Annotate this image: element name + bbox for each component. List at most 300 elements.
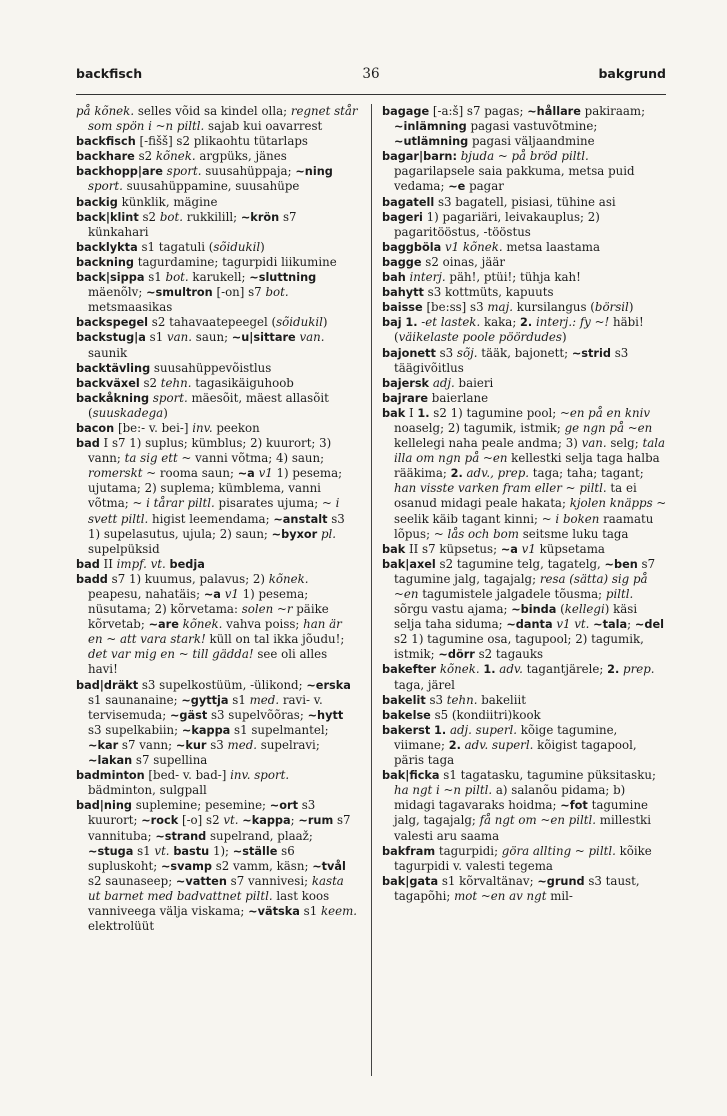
definition-text: II s7 küpsetus; <box>405 541 501 556</box>
headword: bad|dräkt <box>76 678 139 692</box>
right-column <box>382 104 667 904</box>
headword: ~kar <box>88 738 119 752</box>
italic-text: v1 <box>521 541 536 556</box>
headword: bajrare <box>382 391 429 405</box>
headword: ~u|sittare <box>231 331 296 345</box>
definition-text: [-fišš] s2 plikaohtu tütarlaps <box>135 134 308 149</box>
definition-text: ta ei osanud midagi peale hakata; <box>394 481 637 511</box>
headword: backtävling <box>76 361 151 375</box>
definition-text: kaka; <box>480 315 521 330</box>
headword: ~are <box>148 618 179 632</box>
headword: ~del <box>634 618 664 632</box>
definition-text: saun; <box>192 330 232 345</box>
headword: ~dörr <box>438 648 475 662</box>
definition-text: peekon <box>212 420 260 435</box>
italic-text: romerskt ~ <box>88 466 157 481</box>
definition-text: künklik, mägine <box>117 194 218 209</box>
headword: ~vatten <box>175 874 227 888</box>
headword: backning <box>76 255 134 269</box>
dictionary-entry <box>76 270 358 315</box>
definition-text: s3 kottmüts, kapuuts <box>423 285 554 300</box>
definition-text: küpsetama <box>535 541 605 556</box>
definition-text: I s7 1) suplus; kümblus; 2) kuurort; 3) vann; <box>88 436 332 466</box>
headword: 1. <box>417 406 430 420</box>
italic-text: börsil <box>594 300 629 315</box>
headword: ~tala <box>593 618 628 632</box>
headword: 1. <box>483 663 496 677</box>
italic-text: adv. <box>499 662 523 677</box>
definition-text: sajab kui oavarrest <box>204 119 323 134</box>
page-header <box>76 66 666 86</box>
italic-text: et lastek. <box>425 315 481 330</box>
headword: bagar|barn: <box>382 150 457 164</box>
definition-text: s7 vannituba; <box>88 813 351 843</box>
definition-text: pagarilapsele saia pakkuma, metsa puid vedama; <box>394 164 635 194</box>
definition-text: tääk, bajonett; <box>477 345 572 360</box>
headword: backlykta <box>76 240 138 254</box>
definition-text: suusahüppamine, suusahüpe <box>122 179 300 194</box>
headword: badd <box>76 572 108 586</box>
headword: ~binda <box>511 603 557 617</box>
definition-text: baierlane <box>428 390 489 405</box>
headword: backstug|a <box>76 331 146 345</box>
dictionary-entry <box>382 391 667 406</box>
italic-text: sõidukil <box>276 315 323 330</box>
italic-text: kõnek. <box>182 617 223 632</box>
italic-text: solen ~r <box>241 602 293 617</box>
definition-text: kõike tagurpidi v. valesti tegema <box>394 843 652 873</box>
headword: ~grund <box>537 874 585 888</box>
definition-text: [be:- v. bei-] <box>114 420 193 435</box>
headword: 2. <box>607 663 620 677</box>
dictionary-entry <box>382 693 667 708</box>
definition-text: last koos vanniveega välja viskama; <box>88 888 330 918</box>
definition-text: kellestki selja taga halba rääkima; <box>394 451 660 481</box>
definition-text: 1) pagariäri, leivakauplus; 2) pagaritööstus, -tööstus <box>394 209 600 239</box>
italic-text: kasta ut barnet med badvattnet piltl. <box>88 873 344 903</box>
definition-text: s3 kuurort; <box>88 798 316 828</box>
headword: backspegel <box>76 316 149 330</box>
italic-text: göra allting ~ piltl. <box>501 843 616 858</box>
headword: bak <box>382 406 406 420</box>
definition-text: [-a:š] s7 pagas; <box>429 104 528 118</box>
dictionary-entry <box>382 255 667 270</box>
headword: ~ställe <box>232 844 278 858</box>
definition-text: s2 <box>138 209 160 224</box>
definition-text: taga, järel <box>394 677 455 692</box>
italic-text: ta sig ett ~ <box>124 451 192 466</box>
page-number: 36 <box>362 66 380 82</box>
definition-text: pagasi väljaandmine <box>468 134 595 149</box>
definition-text: argpüks, jänes <box>195 149 287 164</box>
definition-text: pagasi vastuvõtmine; <box>466 119 598 134</box>
dictionary-entry <box>76 557 358 572</box>
headword: baggböla <box>382 240 442 254</box>
headword: bacon <box>76 421 115 435</box>
headword: ~fot <box>560 799 588 813</box>
definition-text: ravi- v. tervisemuda; <box>88 692 323 722</box>
definition-text: suusahüppevõistlus <box>150 360 272 375</box>
dictionary-entry <box>76 195 358 210</box>
definition-text: s2 oinas, jäär <box>421 254 506 269</box>
dictionary-entry <box>382 662 667 692</box>
definition-text: bädminton, sulgpall <box>88 783 207 798</box>
italic-text: v1 vt. <box>556 617 590 632</box>
dictionary-entry <box>76 164 358 194</box>
italic-text: ~ lås och bom <box>433 526 519 541</box>
definition-text: s3 <box>435 345 457 360</box>
italic-text: tehn. <box>446 692 478 707</box>
headword: bajonett <box>382 346 436 360</box>
headword: backhopp|are <box>76 165 163 179</box>
dictionary-entry <box>76 768 358 798</box>
definition-text: [-o] s2 <box>178 813 224 828</box>
definition-text: a) salanõu pidama; b) midagi tagavaraks hoidma; <box>394 783 626 813</box>
definition-text: sõrgu vastu ajama; <box>394 602 512 617</box>
definition-text: s1 kõrvaltänav; <box>438 873 538 888</box>
definition-text: s1 saunanaine; <box>88 692 182 707</box>
headword: ~sluttning <box>249 271 317 285</box>
dictionary-entry <box>382 542 667 557</box>
definition-text: 1) pesema; ujutama; 2) suplema; kümblema, vanni võtma; <box>88 466 343 511</box>
definition-text: s7 supellina <box>132 753 208 768</box>
definition-text: mil- <box>546 888 573 903</box>
definition-text: s3 supelkostüüm, -ülikond; <box>138 677 307 692</box>
headword: 1. <box>405 316 418 330</box>
italic-text: inv. sport. <box>230 768 290 783</box>
definition-text: s3 supelvõõras; <box>207 707 308 722</box>
italic-text: få ngt om ~en piltl. <box>479 813 597 828</box>
headword: ~smultron <box>146 286 213 300</box>
headword: ~rum <box>298 814 334 828</box>
dictionary-entry <box>382 874 667 904</box>
definition-text: tagurpidi; <box>435 843 502 858</box>
definition-text: s1 <box>144 270 166 285</box>
headword: 1. <box>434 723 447 737</box>
headword: ~utlämning <box>394 135 469 149</box>
italic-text: pl. <box>320 526 337 541</box>
definition-text: tagurdamine; tagurpidi liikumine <box>133 254 337 269</box>
definition-text: s3 <box>206 737 228 752</box>
definition-text: karukell; <box>188 270 250 285</box>
dictionary-entry <box>382 346 667 376</box>
dictionary-entry <box>382 315 667 345</box>
definition-text: suusahüppaja; <box>201 164 296 179</box>
headword: ~a <box>500 542 518 556</box>
definition-text: pakiraam; <box>580 104 646 118</box>
definition-text: s2 tagumine telg, tagatelg, <box>435 556 605 571</box>
definition-text: s7 vannivesi; <box>226 873 312 888</box>
headword: ~kappa <box>242 814 291 828</box>
italic-text: adj. superl. <box>449 722 518 737</box>
left-column <box>76 104 358 934</box>
definition-text: ) käsi selja taha siduma; <box>394 602 638 632</box>
definition-text: elektrolüüt <box>88 919 155 934</box>
definition-text: peapesu, nahatäis; <box>88 587 204 601</box>
italic-text: med. <box>227 737 258 752</box>
headword: ~kur <box>175 738 207 752</box>
italic-text: tala illa om ngn på ~en <box>394 436 666 466</box>
definition-text: selg; <box>606 436 643 451</box>
headword: bah <box>382 271 406 285</box>
headword: ~ning <box>295 165 333 179</box>
definition-text: I <box>405 405 418 420</box>
italic-text: vt. <box>223 813 239 828</box>
definition-text: s2 vamm, käsn; <box>212 858 313 873</box>
definition-text: s7 tagumine jalg, tagajalg; <box>394 556 656 586</box>
italic-text: keem. <box>320 903 358 918</box>
definition-text: seelik käib tagant kinni; <box>394 511 542 526</box>
headword: bakelit <box>382 693 426 707</box>
headword: ~hållare <box>527 105 581 118</box>
definition-text: pagar <box>465 179 504 194</box>
definition-text: millestki valesti aru saama <box>394 813 651 843</box>
definition-text: häbi! ( <box>394 315 644 345</box>
definition-text: ) <box>561 330 567 345</box>
headword: ~gyttja <box>181 693 229 707</box>
headword: bakelse <box>382 708 431 722</box>
dictionary-entry <box>382 104 667 149</box>
italic-text: ha ngt i ~n piltl. <box>394 783 493 798</box>
definition-text: 1) pesema; nüsutama; 2) kõrvetama: <box>88 587 309 617</box>
definition-text: supelpüksid <box>88 541 160 556</box>
italic-text: sport. <box>152 390 188 405</box>
definition-text: rooma saun; <box>156 466 238 481</box>
definition-text: [bed- v. bad-] <box>144 768 231 783</box>
definition-text: [be:ss] s3 <box>422 300 488 315</box>
headword: bagatell <box>382 195 435 209</box>
headword: ~krön <box>240 210 280 224</box>
italic-text: kõnek. <box>155 149 196 164</box>
italic-text: regnet står som spön i ~n piltl. <box>88 104 358 134</box>
italic-text: det var mig en ~ till gädda! <box>88 647 254 662</box>
headword: bakfram <box>382 844 436 858</box>
headword: bahytt <box>382 286 424 300</box>
definition-text: päh!, ptüi!; tühja kah! <box>445 270 581 285</box>
italic-text: med. <box>249 692 280 707</box>
headword: backig <box>76 195 118 209</box>
headword: bajersk <box>382 376 430 390</box>
headword: ~rock <box>141 814 179 828</box>
italic-text: kõnek. <box>268 571 309 586</box>
header-right-guide-word: bakgrund <box>598 66 666 81</box>
definition-text: vahva poiss; <box>222 617 304 632</box>
headword: 2. <box>448 738 461 752</box>
definition-text: s3 <box>425 692 447 707</box>
headword: bagage <box>382 105 430 118</box>
italic-text: bot. <box>165 270 189 285</box>
header-rule <box>76 94 666 95</box>
dictionary-entry <box>382 708 667 723</box>
definition-text: pisarates ujuma; <box>214 496 322 511</box>
headword: ~anstalt <box>273 512 328 526</box>
definition-text: s1 <box>228 692 250 707</box>
italic-text: bjuda ~ på bröd piltl. <box>460 149 589 164</box>
column-divider <box>371 104 372 1076</box>
italic-text: väikelaste poole pöördudes <box>398 330 562 345</box>
italic-text: impf. vt. <box>116 556 166 571</box>
italic-text: han visste varken fram eller ~ piltl. <box>394 481 607 496</box>
italic-text: inv. <box>192 420 213 435</box>
dictionary-entry <box>76 361 358 376</box>
italic-text: v1 kõnek. <box>444 239 503 254</box>
definition-text: s6 supluskoht; <box>88 843 295 873</box>
definition-text: küll on tal ikka jõudu!; <box>205 632 345 647</box>
headword: ~stuga <box>88 844 134 858</box>
definition-text: s7 vann; <box>118 737 176 752</box>
dictionary-entry <box>382 768 667 843</box>
headword: bakerst <box>382 723 431 737</box>
italic-text: ~ i boken <box>541 511 600 526</box>
definition-text: s3 taust, tagapõhi; <box>394 873 640 903</box>
headword: bagge <box>382 255 422 269</box>
definition-text: noaselg; 2) tagumik, istmik; <box>394 420 565 435</box>
headword: ~a <box>203 588 221 601</box>
headword: backväxel <box>76 376 140 390</box>
definition-text: s1 supelmantel; <box>230 722 329 737</box>
headword: bakefter <box>382 663 437 677</box>
headword: bad|ning <box>76 799 132 813</box>
headword: back|sippa <box>76 271 145 285</box>
italic-text: interj.: fy ~! <box>535 315 610 330</box>
headword: ~byxor <box>271 527 318 541</box>
headword: backhare <box>76 150 135 164</box>
definition-text: ) <box>322 315 328 330</box>
definition-text: ( <box>556 602 565 617</box>
headword: 2. <box>520 316 533 330</box>
definition-text: kõige tagumine, viimane; <box>394 722 618 752</box>
italic-text: sõj. <box>456 345 478 360</box>
definition-text: ; <box>627 617 635 632</box>
definition-text: bakeliit <box>477 692 526 707</box>
dictionary-entry <box>382 376 667 391</box>
definition-text: s1 <box>145 330 167 345</box>
headword: ~kappa <box>181 723 231 737</box>
definition-text: kellelegi naha peale andma; 3) <box>394 436 582 451</box>
dictionary-entry <box>76 391 358 421</box>
italic-text: ~en på en kniv <box>559 405 651 420</box>
italic-text: van. <box>581 436 607 451</box>
definition-text: s2 <box>134 149 156 164</box>
italic-text: mot ~en av ngt <box>454 888 547 903</box>
definition-text: tagumistele jalgadele tõusma; <box>418 587 606 601</box>
definition-text: s7 1) kuumus, palavus; 2) <box>107 571 269 586</box>
italic-text: sõidukil <box>213 239 261 254</box>
italic-text: van. <box>166 330 193 345</box>
dictionary-entry <box>76 678 358 769</box>
headword: baj <box>382 316 402 330</box>
italic-text: ge ngn på ~en <box>564 420 653 435</box>
definition-text: ) <box>628 300 634 315</box>
definition-text: ; <box>290 813 299 828</box>
definition-text: supelravi; <box>257 737 320 752</box>
definition-text: s2 tahavaatepeegel ( <box>148 315 277 330</box>
definition-text: ) <box>163 405 168 420</box>
definition-text: selles võid sa kindel olla; <box>134 104 291 118</box>
dictionary-entry <box>76 134 358 149</box>
headword: bad <box>76 437 100 451</box>
definition-text: seitsme luku taga <box>518 526 629 541</box>
headword: baisse <box>382 301 423 315</box>
definition-text: higist leemendama; <box>148 511 274 526</box>
italic-text: han är en ~ att vara stark! <box>88 617 342 647</box>
definition-text: s2 saunaseep; <box>88 873 176 888</box>
definition-text: päike kõrvetab; <box>88 602 329 632</box>
italic-text: adj. <box>432 375 455 390</box>
dictionary-entry <box>76 210 358 240</box>
dictionary-entry <box>76 376 358 391</box>
definition-text: 1); <box>209 843 233 858</box>
definition-text: II <box>99 556 117 571</box>
definition-text: rukkilill; <box>182 209 241 224</box>
header-left-guide-word: backfisch <box>76 66 143 81</box>
headword: backåkning <box>76 391 150 405</box>
definition-text: kõigist tagapool, päris taga <box>394 737 637 768</box>
dictionary-entry <box>382 195 667 210</box>
definition-text: ) <box>260 239 265 254</box>
dictionary-entry <box>76 572 358 678</box>
definition-text: mäesõit, mäest allasõit ( <box>88 390 329 420</box>
definition-text: s1 <box>299 903 321 918</box>
definition-text: - <box>417 315 426 330</box>
definition-text: s1 tagatasku, tagumine püksitasku; <box>439 768 656 783</box>
dictionary-entry <box>382 240 667 255</box>
headword: ~tvål <box>312 859 346 873</box>
headword: ~inlämning <box>394 120 467 134</box>
definition-text: taga; taha; tagant; <box>529 466 644 481</box>
headword: ~gäst <box>169 708 208 722</box>
definition-text: suplemine; pesemine; <box>131 798 270 813</box>
headword: bedja <box>169 557 205 571</box>
dictionary-entry <box>76 798 358 934</box>
dictionary-entry <box>382 844 667 874</box>
headword: bak|gata <box>382 874 439 888</box>
italic-text: ~ i tårar piltl. <box>132 496 215 511</box>
definition-text: s1 tagatuli ( <box>137 239 214 254</box>
italic-text: ~ i svett piltl. <box>88 496 340 526</box>
italic-text: på kõnek. <box>76 104 135 118</box>
definition-text: s2 1) tagumine pool; <box>429 405 560 420</box>
headword: bastu <box>173 844 210 858</box>
dictionary-entry <box>382 285 667 300</box>
definition-text: raamatu lõpus; <box>394 511 654 541</box>
headword: ~hytt <box>307 708 344 722</box>
dictionary-entry <box>76 149 358 164</box>
headword: bak|axel <box>382 557 436 571</box>
headword: bak|ficka <box>382 769 440 783</box>
headword: bak <box>382 542 406 556</box>
definition-text: s2 <box>139 375 161 390</box>
italic-text: van. <box>299 330 325 345</box>
dictionary-entry <box>382 270 667 285</box>
definition-text: s2 1) tagumine osa, tagupool; 2) tagumik, istmik; <box>394 632 644 662</box>
italic-text: suuskadega <box>92 405 164 420</box>
headword: ~ort <box>269 799 298 813</box>
italic-text: prep. <box>623 662 655 677</box>
dictionary-entry <box>382 557 667 663</box>
italic-text: tehn. <box>160 375 192 390</box>
definition-text: s2 tagauks <box>474 647 544 662</box>
italic-text: resa (sätta) sig på ~en <box>394 571 648 601</box>
dictionary-entry <box>76 315 358 330</box>
italic-text: kellegi <box>564 602 605 617</box>
definition-text: vanni võtma; 4) saun; <box>191 451 325 466</box>
definition-text: see oli alles havi! <box>88 647 328 677</box>
italic-text: v1 <box>224 587 239 601</box>
definition-text: supelrand, plaaž; <box>206 828 313 843</box>
definition-text: tagumine jalg, tagajalg; <box>394 798 649 828</box>
definition-text: metsa laastama <box>502 239 601 254</box>
